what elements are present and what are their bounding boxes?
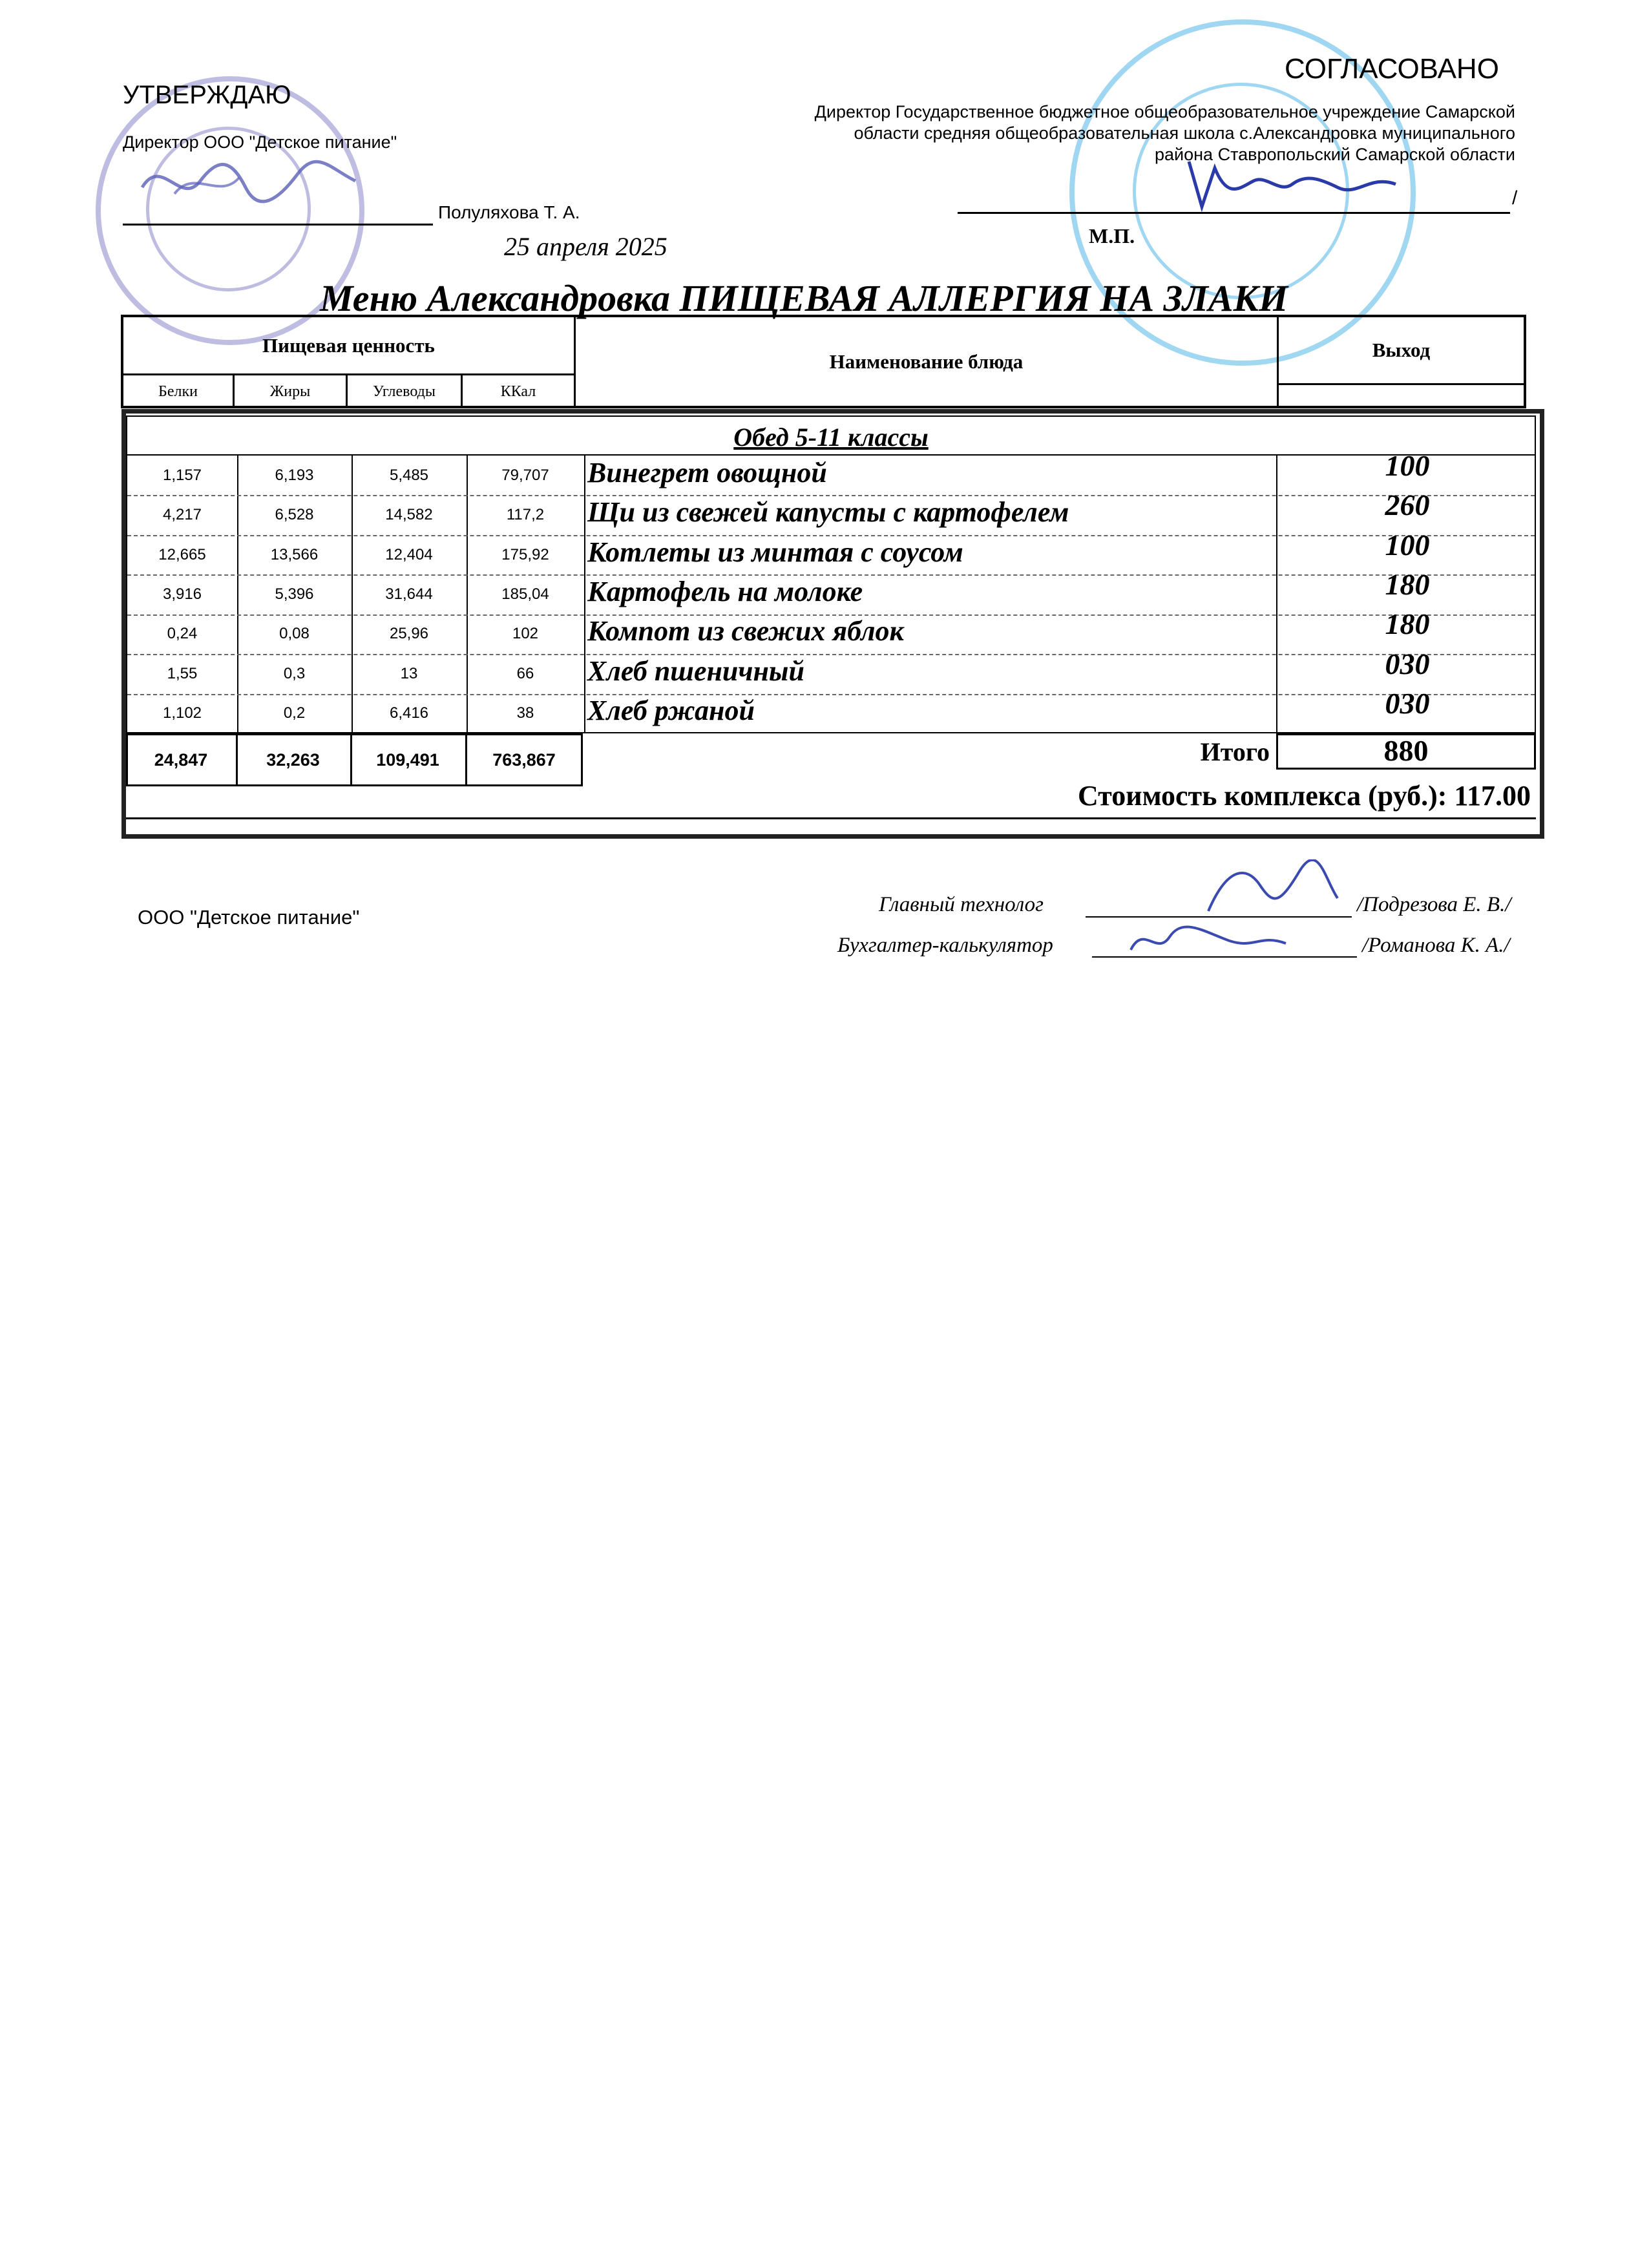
items-table: [126, 448, 1536, 733]
item-fat: 0,3: [283, 664, 306, 682]
item-fat: 0,08: [279, 625, 310, 643]
dish-name: Хлеб пшеничный: [587, 655, 804, 687]
dish-yield: 180: [1385, 568, 1430, 601]
total-kcal: 763,867: [492, 750, 556, 770]
dish-yield: 180: [1385, 607, 1430, 641]
item-kcal: 117,2: [506, 506, 545, 524]
approve-title: УТВЕРЖДАЮ: [123, 81, 291, 109]
dish-yield: 100: [1385, 528, 1430, 562]
menu-title: Меню Александровка ПИЩЕВАЯ АЛЛЕРГИЯ НА ЗЛАКИ: [320, 277, 1288, 319]
item-protein: 1,102: [162, 704, 202, 722]
item-protein: 3,916: [162, 585, 202, 603]
mp-label: М.П.: [1089, 224, 1135, 247]
dish-name: Щи из свежей капусты с картофелем: [587, 496, 1069, 529]
total-fat: 32,263: [266, 750, 320, 770]
cost-label: Стоимость комплекса (руб.): 117.00: [1077, 780, 1531, 812]
header-table: [121, 315, 1526, 408]
total-protein: 24,847: [154, 750, 208, 770]
dish-yield: 030: [1385, 647, 1430, 680]
item-protein: 4,217: [162, 506, 202, 524]
agree-line-2: области средняя общеобразовательная школа с.Александровка муниципального: [854, 123, 1515, 143]
col-kcal-header: ККал: [463, 375, 576, 408]
total-yield: 880: [1383, 734, 1429, 767]
dish-name: Котлеты из минтая с соусом: [587, 536, 963, 568]
total-label: Итого: [1200, 737, 1270, 766]
item-kcal: 38: [516, 704, 534, 722]
agree-signature: [1182, 149, 1415, 220]
dish-yield: 100: [1385, 448, 1430, 482]
item-carbs: 31,644: [385, 585, 433, 603]
dish-yield: 030: [1385, 687, 1430, 720]
section-title: Обед 5-11 классы: [733, 423, 929, 452]
item-kcal: 66: [516, 664, 534, 682]
item-fat: 13,566: [270, 545, 319, 563]
cost-row: [126, 775, 1536, 819]
col-carbs-header: Углеводы: [348, 375, 463, 408]
dish-name: Картофель на молоке: [587, 576, 863, 607]
dish-yield: 260: [1385, 488, 1430, 522]
acc-name: /Романова К. А./: [1362, 934, 1510, 957]
approve-position: Директор ООО "Детское питание": [123, 132, 397, 152]
item-carbs: 25,96: [389, 625, 429, 643]
item-carbs: 13: [400, 664, 418, 682]
agree-line-1: Директор Государственное бюджетное общеобразовательное учреждение Самарской: [814, 102, 1515, 121]
acc-label: Бухгалтер-калькулятор: [837, 934, 1053, 957]
item-protein: 1,157: [162, 466, 202, 484]
tech-label: Главный технолог: [879, 893, 1044, 916]
approve-signature: [136, 142, 368, 213]
item-fat: 6,528: [275, 506, 314, 524]
item-protein: 1,55: [167, 664, 198, 682]
item-carbs: 12,404: [385, 545, 433, 563]
item-kcal: 102: [512, 625, 539, 643]
agree-title: СОГЛАСОВАНО: [1285, 53, 1499, 85]
total-carbs: 109,491: [376, 750, 439, 770]
item-kcal: 175,92: [501, 545, 549, 563]
item-carbs: 6,416: [389, 704, 429, 722]
dish-name: Компот из свежих яблок: [587, 615, 904, 647]
col-fat-header: Жиры: [235, 375, 348, 408]
col-protein-header: Белки: [123, 375, 235, 408]
dish-name-header: Наименование блюда: [576, 317, 1279, 406]
item-protein: 0,24: [167, 625, 198, 643]
item-fat: 6,193: [275, 466, 314, 484]
item-kcal: 185,04: [501, 585, 549, 603]
tech-name: /Подрезова Е. В./: [1357, 893, 1511, 916]
agree-line-3: района Ставропольский Самарской области: [1155, 145, 1515, 164]
footer-signatures: [1118, 859, 1363, 969]
item-carbs: 5,485: [389, 466, 429, 484]
yield-header: Выход: [1279, 317, 1524, 385]
item-fat: 5,396: [275, 585, 314, 603]
approve-signer: Полуляхова Т. А.: [438, 202, 580, 222]
nutrition-header: Пищевая ценность: [123, 317, 576, 375]
approve-date: 25 апреля 2025: [504, 232, 667, 261]
approve-signature-line: [123, 224, 433, 226]
footer-company: ООО "Детское питание": [138, 906, 360, 929]
agree-slash: /: [1512, 187, 1518, 209]
dish-name: Винегрет овощной: [587, 456, 827, 488]
item-fat: 0,2: [283, 704, 306, 722]
item-carbs: 14,582: [385, 506, 433, 524]
item-protein: 12,665: [158, 545, 206, 563]
item-kcal: 79,707: [501, 466, 549, 484]
menu-table: [126, 415, 1536, 835]
dish-name: Хлеб ржаной: [587, 695, 755, 727]
